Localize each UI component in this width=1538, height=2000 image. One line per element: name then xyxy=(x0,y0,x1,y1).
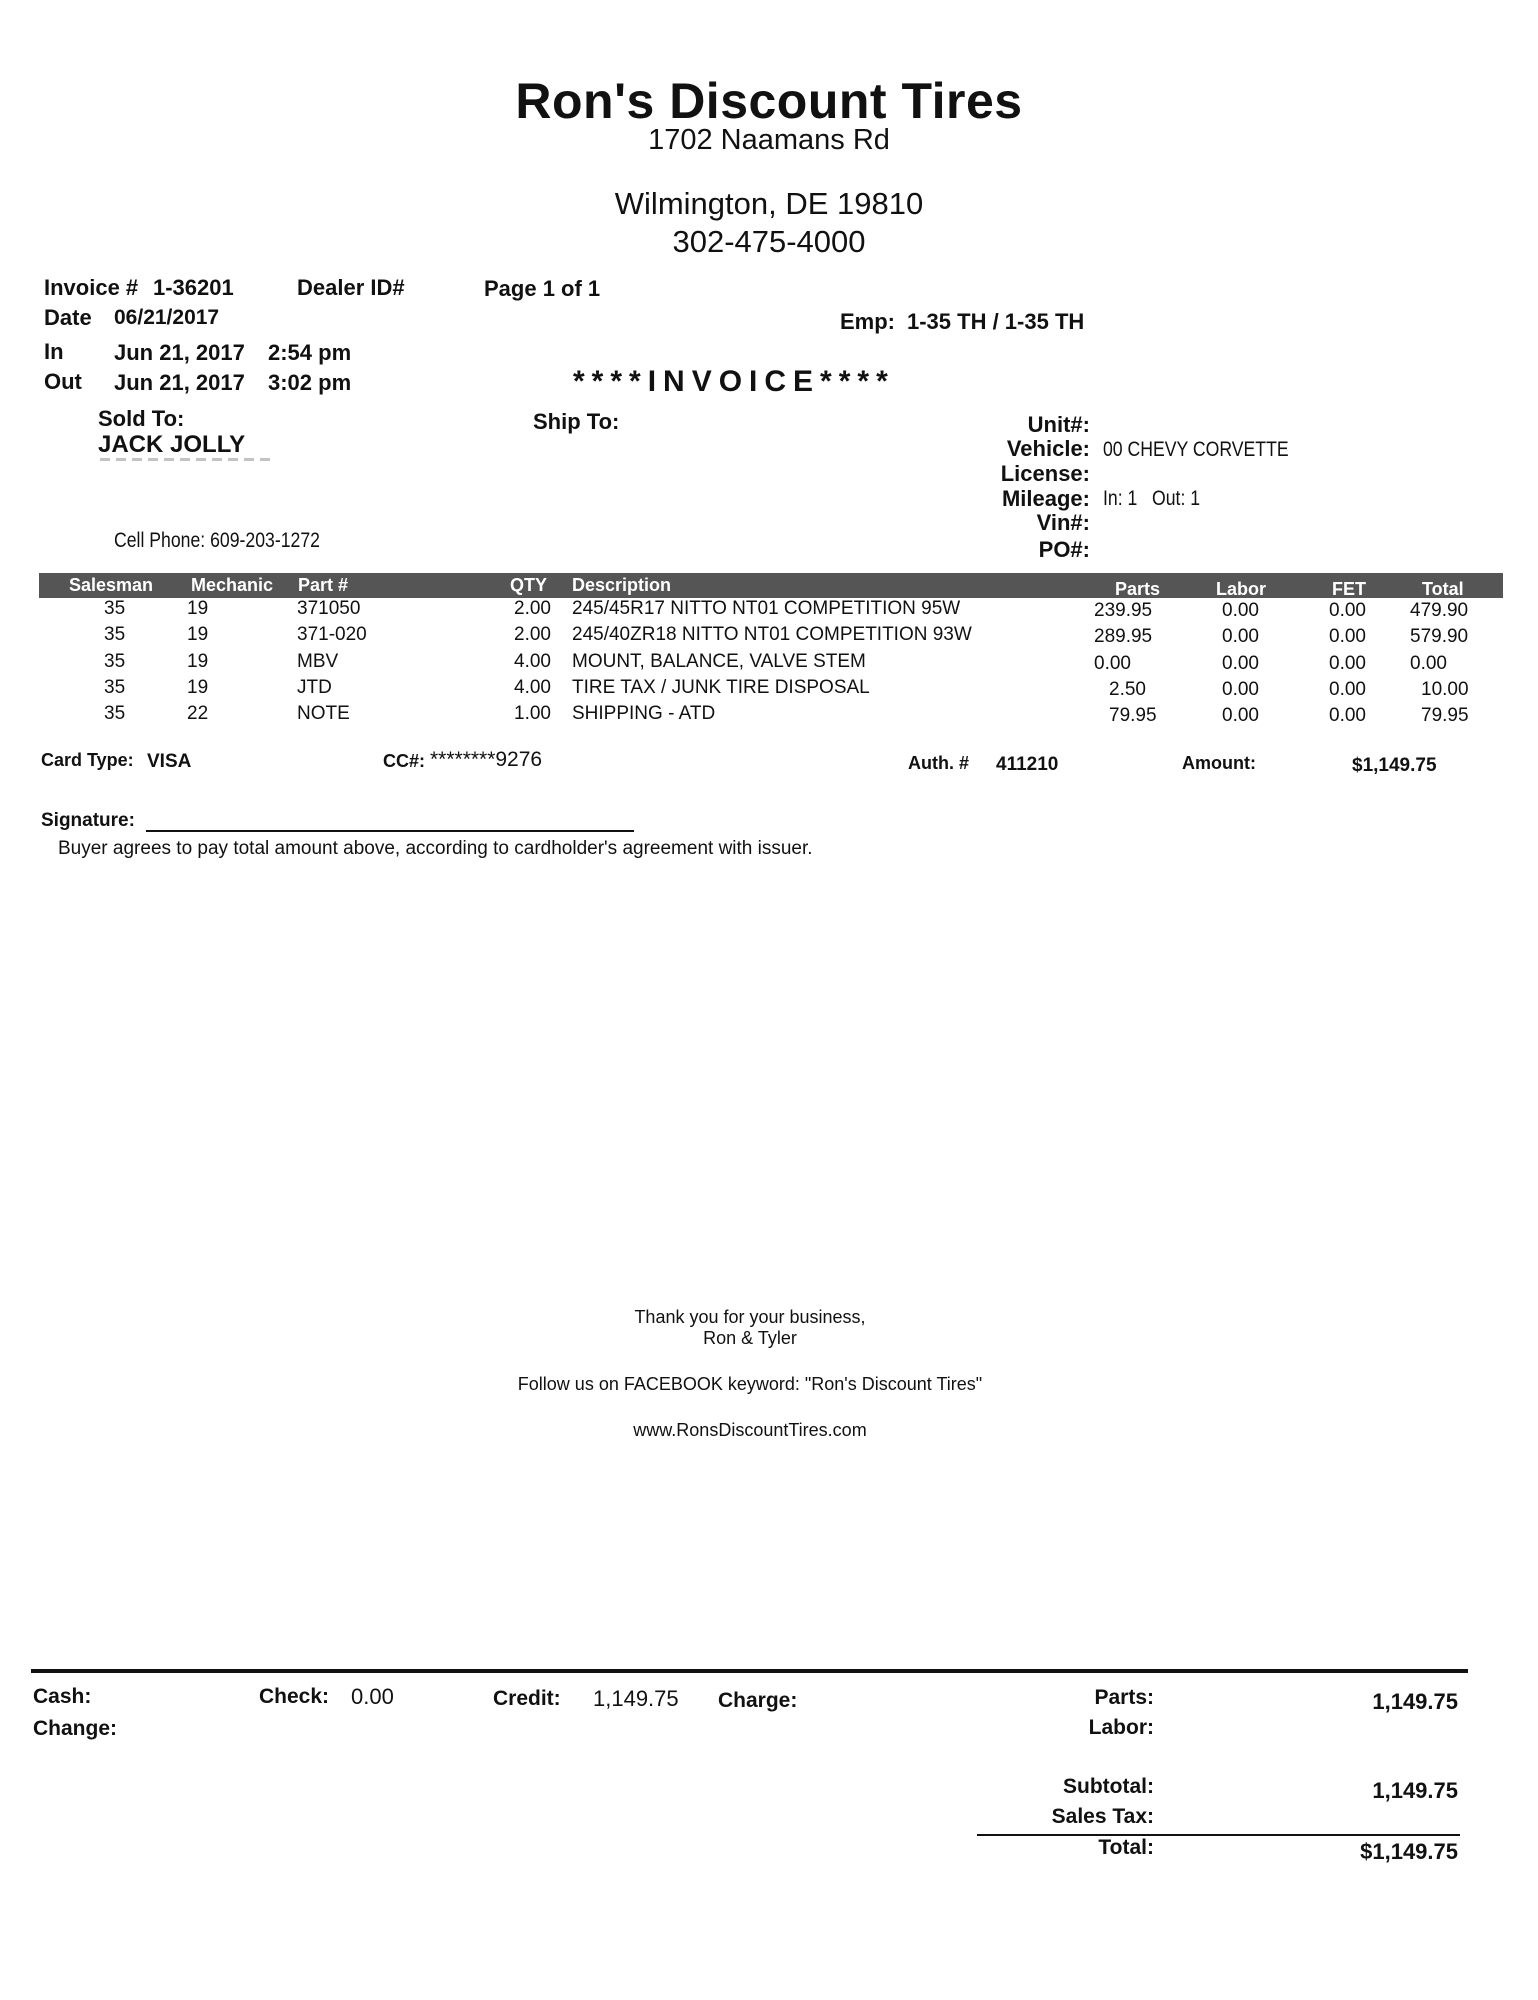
thanks-text: Thank you for your business, xyxy=(634,1307,866,1327)
unit-label: Unit#: xyxy=(1027,412,1090,437)
ship-to-label: Ship To: xyxy=(533,409,620,434)
col-description: Description xyxy=(572,575,672,595)
cell-qty: 4.00 xyxy=(514,651,551,672)
table-row xyxy=(39,677,1503,703)
out-date: Jun 21, 2017 xyxy=(114,370,245,395)
col-mechanic: Mechanic xyxy=(191,575,274,595)
cell-description: MOUNT, BALANCE, VALVE STEM xyxy=(572,651,866,672)
amount-value: $1,149.75 xyxy=(1352,755,1437,776)
sold-to-label: Sold To: xyxy=(98,406,185,431)
parts-total-value: 1,149.75 xyxy=(1372,1689,1458,1714)
col-qty: QTY xyxy=(510,575,548,595)
business-phone: 302-475-4000 xyxy=(672,224,866,259)
cell-mechanic: 19 xyxy=(187,598,209,619)
col-part: Part # xyxy=(298,575,349,595)
parts-total-label: Parts: xyxy=(1094,1686,1154,1709)
col-total: Total xyxy=(1422,579,1464,599)
cell-total: 579.90 xyxy=(1410,626,1469,647)
amount-label: Amount: xyxy=(1182,753,1256,773)
auth-number: 411210 xyxy=(996,754,1059,775)
vehicle-value: 00 CHEVY CORVETTE xyxy=(1103,438,1289,461)
cell-total: 10.00 xyxy=(1421,679,1469,700)
customer-name: JACK JOLLY xyxy=(98,431,246,458)
subtotal-value: 1,149.75 xyxy=(1372,1778,1458,1803)
cell-salesman: 35 xyxy=(104,598,126,619)
invoice-banner: ****INVOICE**** xyxy=(573,365,895,398)
signoff-text: Ron & Tyler xyxy=(703,1328,797,1348)
credit-label: Credit: xyxy=(493,1687,561,1710)
cell-part: NOTE xyxy=(297,703,350,724)
col-labor: Labor xyxy=(1216,579,1267,599)
dealer-id-label: Dealer ID# xyxy=(297,275,405,300)
date-label: Date xyxy=(44,305,92,330)
emp-label: Emp: xyxy=(840,309,895,334)
cell-fet: 0.00 xyxy=(1329,653,1366,674)
change-label: Change: xyxy=(33,1717,117,1740)
cell-total: 0.00 xyxy=(1410,653,1447,674)
cc-label: CC#: xyxy=(383,751,426,771)
col-parts: Parts xyxy=(1115,579,1161,599)
in-label: In xyxy=(44,339,64,364)
vehicle-label: Vehicle: xyxy=(1006,436,1090,461)
cell-salesman: 35 xyxy=(104,624,126,645)
cell-labor: 0.00 xyxy=(1222,600,1259,621)
cell-qty: 2.00 xyxy=(514,624,551,645)
cell-salesman: 35 xyxy=(104,703,126,724)
invoice-label: Invoice # xyxy=(44,275,139,300)
card-type-label: Card Type: xyxy=(41,750,134,770)
cell-phone: Cell Phone: 609-203-1272 xyxy=(114,529,320,552)
cell-part: 371050 xyxy=(297,598,361,619)
signature-label: Signature: xyxy=(41,810,135,831)
agreement-text: Buyer agrees to pay total amount above, according to cardholder's agreement with issuer. xyxy=(58,838,813,859)
auth-label: Auth. # xyxy=(908,753,969,773)
po-label: PO#: xyxy=(1038,537,1090,562)
in-date: Jun 21, 2017 xyxy=(114,340,245,365)
facebook-text: Follow us on FACEBOOK keyword: "Ron's Discount Tires" xyxy=(517,1374,983,1394)
cell-salesman: 35 xyxy=(104,677,126,698)
card-type: VISA xyxy=(147,751,192,772)
cell-mechanic: 19 xyxy=(187,651,209,672)
cell-total: 79.95 xyxy=(1421,705,1469,726)
invoice-number: 1-36201 xyxy=(153,275,234,300)
cell-mechanic: 19 xyxy=(187,624,209,645)
mileage-value: In: 1 Out: 1 xyxy=(1103,487,1201,510)
invoice-date: 06/21/2017 xyxy=(114,306,220,329)
labor-total-label: Labor: xyxy=(1088,1716,1154,1739)
cell-salesman: 35 xyxy=(104,651,126,672)
cell-part: 371-020 xyxy=(297,624,367,645)
cell-labor: 0.00 xyxy=(1222,679,1259,700)
cash-label: Cash: xyxy=(33,1685,92,1708)
grand-total-value: $1,149.75 xyxy=(1360,1839,1458,1864)
cell-mechanic: 19 xyxy=(187,677,209,698)
cell-fet: 0.00 xyxy=(1329,626,1366,647)
cell-parts: 239.95 xyxy=(1094,600,1153,621)
business-name: Ron's Discount Tires xyxy=(515,73,1023,129)
table-row xyxy=(39,703,1503,729)
cell-part: JTD xyxy=(297,677,332,698)
cell-description: SHIPPING - ATD xyxy=(572,703,716,724)
table-row xyxy=(39,651,1503,677)
charge-label: Charge: xyxy=(718,1689,798,1712)
cell-qty: 2.00 xyxy=(514,598,551,619)
cell-mechanic: 22 xyxy=(187,703,209,724)
table-row xyxy=(39,598,1503,624)
grand-total-label: Total: xyxy=(1098,1836,1154,1859)
cell-labor: 0.00 xyxy=(1222,705,1259,726)
cell-parts: 2.50 xyxy=(1109,679,1146,700)
out-label: Out xyxy=(44,369,82,394)
table-row xyxy=(39,624,1503,650)
cell-qty: 4.00 xyxy=(514,677,551,698)
signature-line xyxy=(146,830,634,832)
table-header xyxy=(39,573,1503,598)
check-label: Check: xyxy=(259,1685,330,1708)
cell-parts: 289.95 xyxy=(1094,626,1153,647)
mileage-label: Mileage: xyxy=(1001,486,1090,511)
check-value: 0.00 xyxy=(351,1684,394,1709)
vin-label: Vin#: xyxy=(1036,510,1090,535)
col-salesman: Salesman xyxy=(69,575,154,595)
cell-labor: 0.00 xyxy=(1222,626,1259,647)
cell-description: TIRE TAX / JUNK TIRE DISPOSAL xyxy=(572,677,870,698)
cell-parts: 79.95 xyxy=(1109,705,1157,726)
cell-qty: 1.00 xyxy=(514,703,551,724)
subtotal-label: Subtotal: xyxy=(1063,1775,1154,1798)
page-indicator: Page 1 of 1 xyxy=(484,276,601,301)
cell-fet: 0.00 xyxy=(1329,679,1366,700)
cell-total: 479.90 xyxy=(1410,600,1469,621)
col-fet: FET xyxy=(1332,579,1366,599)
sales-tax-label: Sales Tax: xyxy=(1051,1805,1154,1828)
license-label: License: xyxy=(1000,461,1090,486)
cell-part: MBV xyxy=(297,651,339,672)
business-city: Wilmington, DE 19810 xyxy=(614,186,924,221)
cell-description: 245/45R17 NITTO NT01 COMPETITION 95W xyxy=(572,598,961,619)
website-text: www.RonsDiscountTires.com xyxy=(633,1420,867,1440)
cell-parts: 0.00 xyxy=(1094,653,1131,674)
totals-divider xyxy=(31,1669,1468,1673)
business-address: 1702 Naamans Rd xyxy=(648,124,890,156)
cell-description: 245/40ZR18 NITTO NT01 COMPETITION 93W xyxy=(572,624,972,645)
cc-number: ********9276 xyxy=(430,748,543,771)
cell-labor: 0.00 xyxy=(1222,653,1259,674)
cell-fet: 0.00 xyxy=(1329,705,1366,726)
credit-value: 1,149.75 xyxy=(593,1686,679,1711)
redacted-address xyxy=(100,458,275,461)
emp-value: 1-35 TH / 1-35 TH xyxy=(907,309,1085,334)
cell-fet: 0.00 xyxy=(1329,600,1366,621)
out-time: 3:02 pm xyxy=(268,370,352,395)
in-time: 2:54 pm xyxy=(268,340,352,365)
